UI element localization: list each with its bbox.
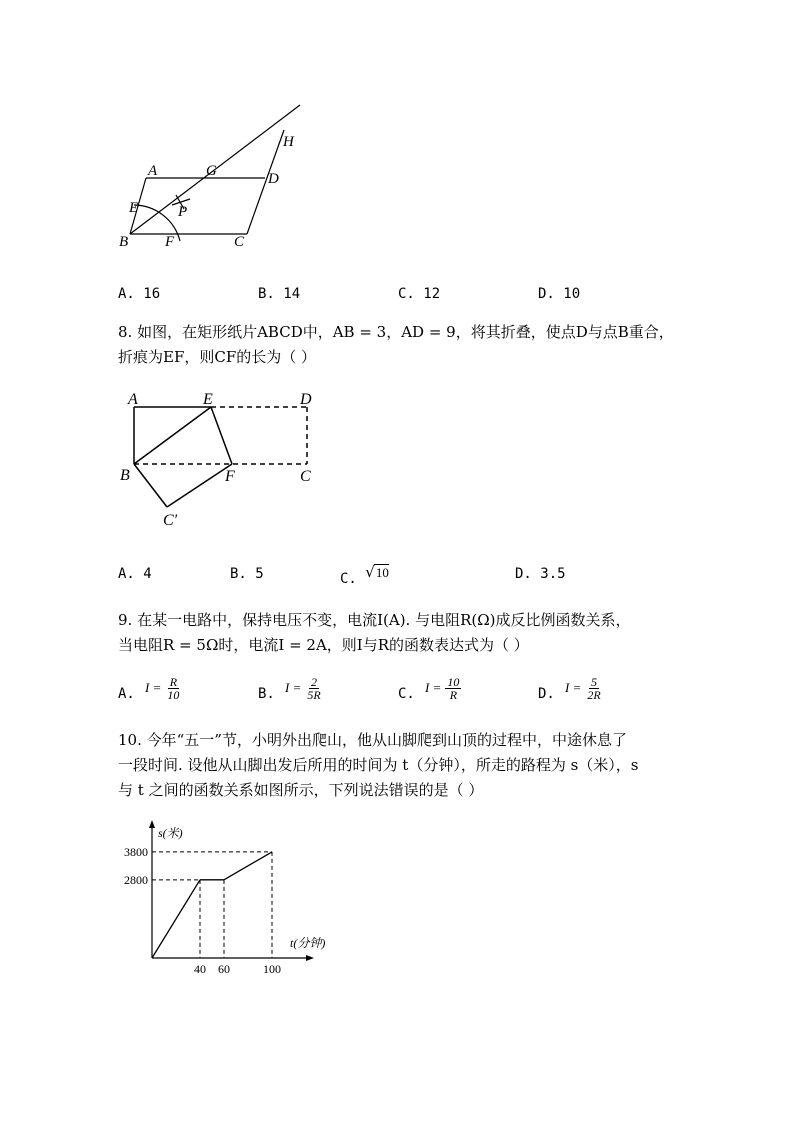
q9-option-b-fraction [305,676,322,701]
q7-option-a: A. 16 [118,286,161,302]
q9-option-d-prefix: D. [538,686,555,702]
series-segment [224,852,272,880]
q9-option-c-fraction [445,676,461,701]
segment-CpF [167,464,232,507]
q7-option-b: B. 14 [258,286,301,302]
sqrt-sign: √ [365,563,375,581]
numerator: R [169,675,178,689]
y-axis-arrow [149,820,155,828]
q8-question-line2: 折痕为EF，则CF的长为（ ） [118,348,317,366]
denominator: 2R [587,688,601,702]
q8-option-c-value: 10 [375,565,389,580]
q9-option-c-lhs: I = [425,680,442,695]
q10-question-line1: 10. 今年“五一”节，小明外出爬山，他从山脚爬到山顶的过程中，中途休息了 [118,731,627,749]
segment-BE [134,407,211,464]
q9-option-a-lhs: I = [145,680,162,695]
q9-option-b-lhs: I = [285,680,302,695]
q10-question-line3: 与 t 之间的函数关系如图所示，下列说法错误的是（ ） [118,781,484,799]
q9-question-line2: 当电阻R = 5Ω时，电流I = 2A，则I与R的函数表达式为（ ） [118,636,529,654]
label-A: A [148,163,158,179]
numerator: 10 [447,675,460,689]
x-tick-label: 100 [263,962,281,976]
q8-option-d: D. 3.5 [515,566,566,582]
q7-figure [110,95,320,255]
q9-option-d [538,676,603,701]
label-A: A [128,391,138,408]
q9-option-d-lhs: I = [565,680,582,695]
q9-option-a-fraction [165,676,181,701]
label-C: C [234,234,245,250]
q7-option-c: C. 12 [398,286,441,302]
label-Cprime: C′ [163,512,178,529]
q9-option-d-fraction [585,676,602,701]
q9-option-b-prefix: B. [258,686,275,702]
label-C: C [300,468,311,485]
label-H: H [283,134,294,150]
series-segment [152,880,200,958]
y-tick-label: 2800 [124,872,148,887]
y-tick-label: 3800 [124,844,148,859]
denominator: R [449,688,458,702]
segment-BCp [134,464,167,507]
x-tick-label: 60 [218,962,230,976]
q8-question-line1: 8. 如图，在矩形纸片ABCD中，AB = 3，AD = 9，将其折叠，使点D与点B重合， [118,323,674,341]
q9-option-c [398,676,461,701]
numerator: 5 [591,675,598,689]
segment-EF [211,407,232,464]
x-axis-label: t(分钟) [290,936,326,950]
numerator: 2 [311,675,318,689]
label-D: D [268,171,279,187]
label-B: B [119,234,129,250]
label-G: G [206,163,217,179]
q9-option-a [118,676,181,701]
label-D: D [300,391,312,408]
x-axis-arrow [306,955,314,961]
q9-question-line1: 9. 在某一电路中，保持电压不变，电流I(A). 与电阻R(Ω)成反比例函数关系， [118,611,631,629]
q8-option-b: B. 5 [230,566,264,582]
q10-question-line2: 一段时间. 设他从山脚出发后所用的时间为 t（分钟），所走的路程为 s（米），s [118,756,639,774]
label-P: P [178,204,188,220]
q8-figure [110,385,340,535]
label-E: E [203,391,213,408]
q9-option-a-prefix: A. [118,686,135,702]
q8-option-a: A. 4 [118,566,152,582]
q9-option-b [258,676,323,701]
x-tick-label: 40 [194,962,206,976]
denominator: 10 [167,688,180,702]
q8-option-c [340,563,389,587]
q8-option-c-prefix: C. [340,571,357,587]
q10-chart [110,820,340,985]
q9-option-c-prefix: C. [398,686,415,702]
label-E: E [129,200,139,216]
q7-option-d: D. 10 [538,286,581,302]
y-axis-label: s(米) [158,826,183,840]
denominator: 5R [307,688,321,702]
label-B: B [120,467,130,484]
label-F: F [165,234,175,250]
label-F: F [225,468,235,485]
